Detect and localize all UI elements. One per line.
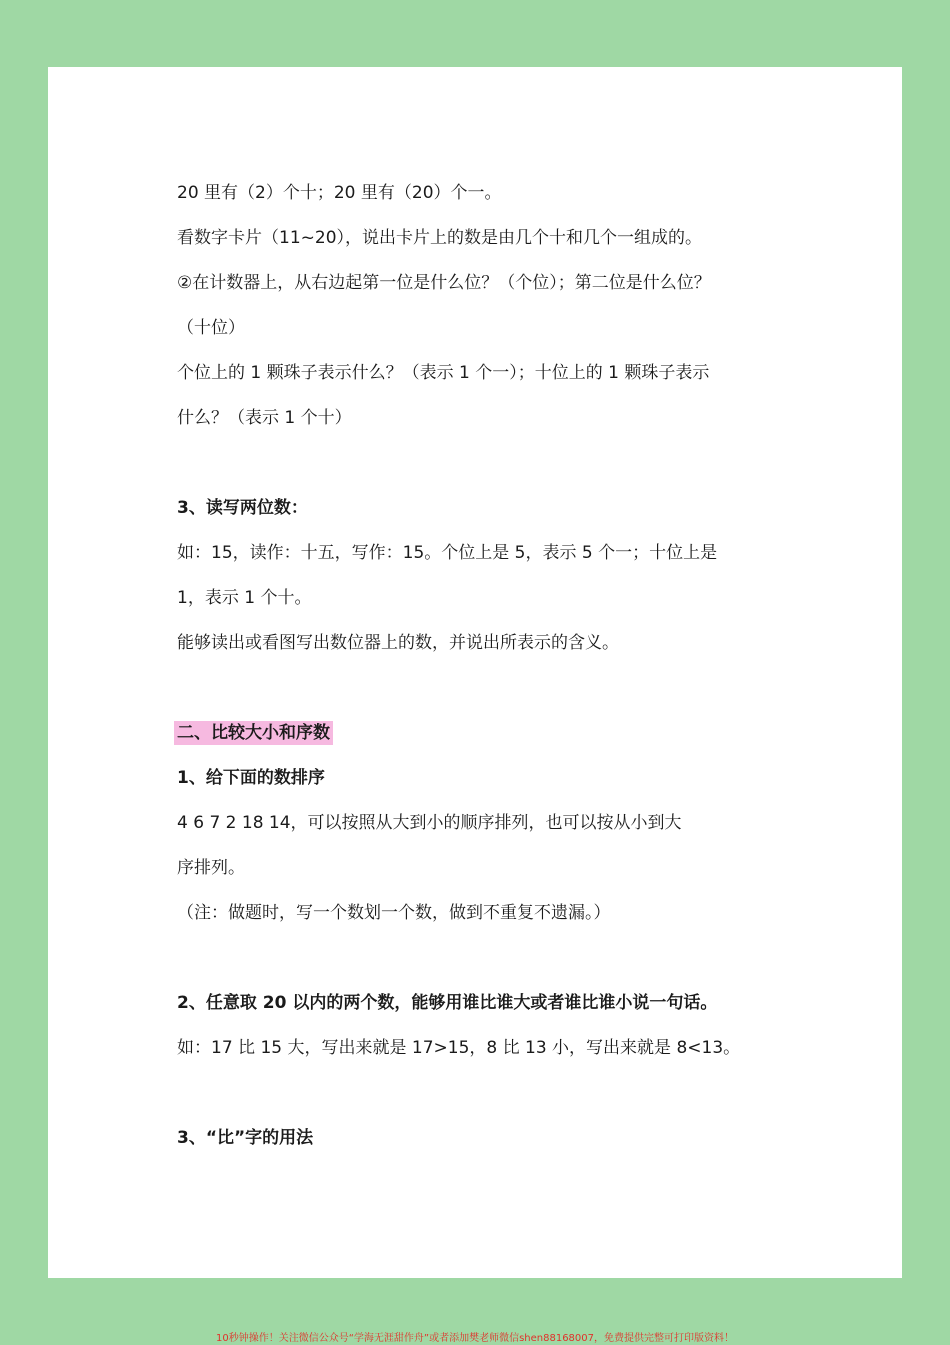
- text-line: 20 里有（2）个十；20 里有（20）个一。: [177, 183, 502, 203]
- footer-notice: 10秒钟操作！关注微信公众号“学海无涯甜作舟”或者添加樊老师微信shen88168007，免费提供完整可打印版资料！: [215, 1333, 735, 1344]
- section-title: 3、“比”字的用法: [177, 1128, 314, 1148]
- text-line: 如：17 比 15 大，写出来就是 17>15，8 比 13 小，写出来就是 8<13。: [177, 1038, 741, 1058]
- text-line: 如：15，读作：十五，写作：15。个位上是 5，表示 5 个一；十位上是: [177, 543, 718, 563]
- text-line: 什么？（表示 1 个十）: [177, 408, 352, 428]
- text-line: （十位）: [177, 318, 245, 338]
- section-title: 1、给下面的数排序: [177, 768, 325, 788]
- part-heading: [177, 721, 333, 745]
- text-line: 序排列。: [177, 858, 245, 878]
- text-line: （注：做题时，写一个数划一个数，做到不重复不遗漏。）: [177, 903, 611, 923]
- text-line: 个位上的 1 颗珠子表示什么？（表示 1 个一）；十位上的 1 颗珠子表示: [177, 363, 710, 383]
- text-line: 1，表示 1 个十。: [177, 588, 312, 608]
- section-title: 2、任意取 20 以内的两个数，能够用谁比谁大或者谁比谁小说一句话。: [177, 993, 718, 1013]
- text-line: 4 6 7 2 18 14，可以按照从大到小的顺序排列，也可以按从小到大: [177, 813, 682, 833]
- text-line: 能够读出或看图写出数位器上的数，并说出所表示的含义。: [177, 633, 619, 653]
- highlighted-heading: 二、比较大小和序数: [174, 721, 333, 745]
- section-title: 3、读写两位数：: [177, 498, 308, 518]
- text-line: ②在计数器上，从右边起第一位是什么位？（个位）；第二位是什么位？: [177, 273, 711, 293]
- text-line: 看数字卡片（11~20），说出卡片上的数是由几个十和几个一组成的。: [177, 228, 703, 248]
